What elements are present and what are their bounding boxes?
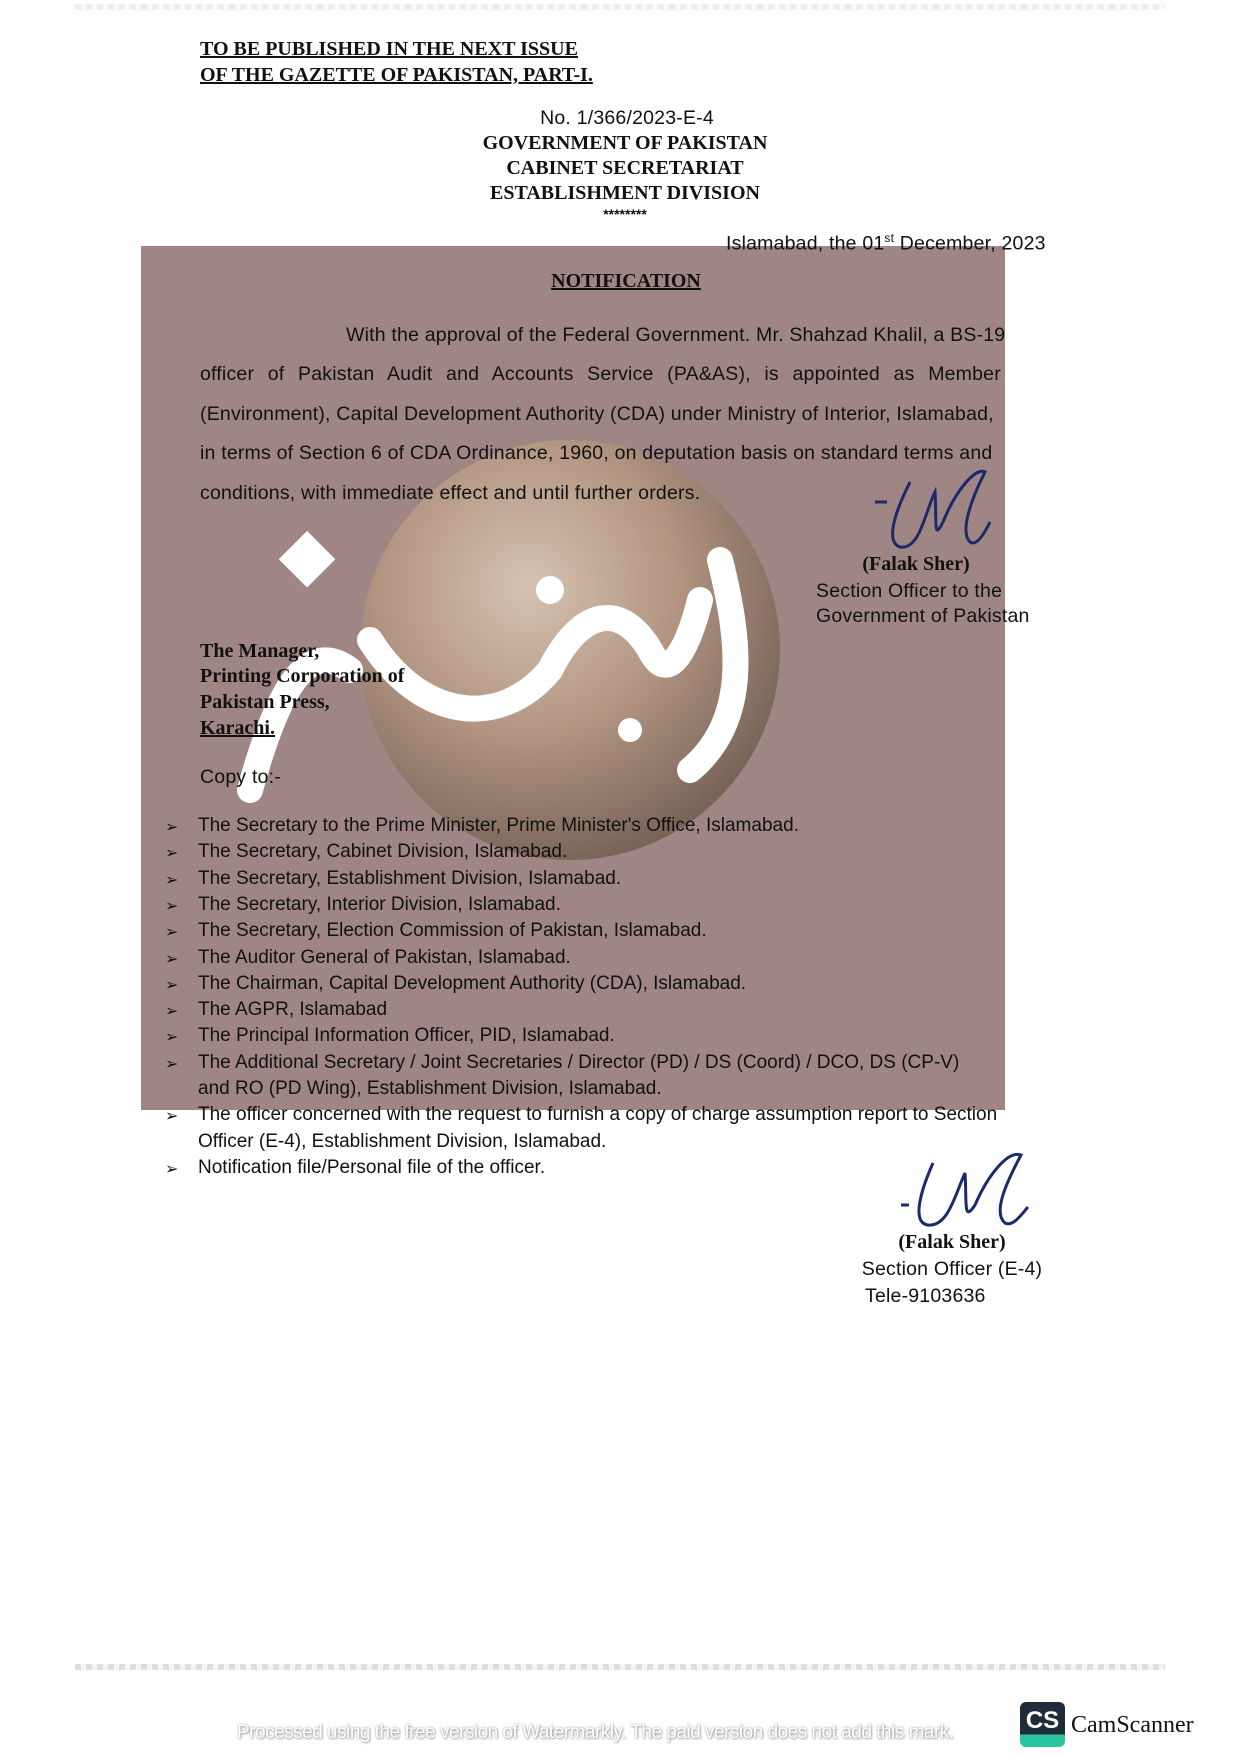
addressee-line-3: Pakistan Press, bbox=[200, 691, 330, 713]
arrow-bullet-icon: ➢ bbox=[165, 1029, 179, 1047]
arrow-bullet-icon: ➢ bbox=[165, 1003, 179, 1021]
notification-title: NOTIFICATION bbox=[551, 270, 701, 292]
signatory2-tele: Tele-9103636 bbox=[865, 1285, 986, 1307]
date-line bbox=[726, 231, 1046, 256]
addressee-line-2: Printing Corporation of bbox=[200, 665, 405, 687]
arrow-bullet-icon: ➢ bbox=[165, 1108, 179, 1126]
addressee-line-1: The Manager, bbox=[200, 640, 320, 662]
file-number: No. 1/366/2023-E-4 bbox=[540, 107, 714, 129]
signatory2-title: Section Officer (E-4) bbox=[861, 1258, 1043, 1280]
copy-to-item: The Secretary, Cabinet Division, Islamabad. bbox=[198, 841, 568, 863]
body-line: (Environment), Capital Development Authority (CDA) under Ministry of Interior, Islamabad, bbox=[200, 403, 994, 425]
signature-1 bbox=[865, 462, 995, 552]
arrow-bullet-icon: ➢ bbox=[165, 976, 179, 994]
scan-noise-top bbox=[75, 4, 1165, 10]
copy-to-item: The Secretary, Establishment Division, Islamabad. bbox=[198, 867, 622, 889]
copy-to-item: and RO (PD Wing), Establishment Division, Islamabad. bbox=[198, 1078, 662, 1099]
copy-to-item: The Secretary, Election Commission of Pakistan, Islamabad. bbox=[198, 920, 707, 942]
camscanner-logo-icon: CS bbox=[1020, 1702, 1065, 1747]
org-cabinet: CABINET SECRETARIAT bbox=[506, 157, 744, 179]
copy-to-label: Copy to:- bbox=[200, 766, 281, 788]
copy-to-item: Officer (E-4), Establishment Division, Islamabad. bbox=[198, 1130, 607, 1152]
camscanner-name: CamScanner bbox=[1071, 1712, 1194, 1738]
signatory1-name: (Falak Sher) bbox=[862, 553, 970, 575]
date-prefix: Islamabad, the 01 bbox=[726, 232, 885, 255]
copy-to-item: The Additional Secretary / Joint Secretaries / Director (PD) / DS (Coord) / DCO, DS (CP-V) bbox=[198, 1051, 960, 1073]
arrow-bullet-icon: ➢ bbox=[165, 819, 179, 836]
copy-to-item: The Secretary to the Prime Minister, Prime Minister's Office, Islamabad. bbox=[198, 815, 799, 836]
org-government: GOVERNMENT OF PAKISTAN bbox=[482, 132, 768, 154]
watermarkly-notice: Processed using the free version of Watermarkly. The paid version does not add this mark. bbox=[237, 1722, 954, 1743]
org-establishment: ESTABLISHMENT DIVISION bbox=[490, 182, 760, 204]
stars-divider: ******** bbox=[603, 206, 647, 222]
signatory1-title-2: Government of Pakistan bbox=[816, 605, 1030, 627]
copy-to-item: The AGPR, Islamabad bbox=[198, 999, 388, 1021]
copy-to-item: The Auditor General of Pakistan, Islamabad. bbox=[198, 946, 571, 968]
body-line: With the approval of the Federal Government. Mr. Shahzad Khalil, a BS-19 bbox=[346, 324, 1006, 346]
copy-to-item: The Secretary, Interior Division, Islamabad. bbox=[198, 893, 561, 915]
scan-noise-bottom bbox=[75, 1664, 1165, 1670]
signature-2 bbox=[893, 1145, 1033, 1229]
copy-to-item: Notification file/Personal file of the officer. bbox=[198, 1156, 546, 1178]
arrow-bullet-icon: ➢ bbox=[165, 950, 179, 968]
body-line: officer of Pakistan Audit and Accounts Service (PA&AS), is appointed as Member bbox=[200, 363, 1001, 385]
arrow-bullet-icon: ➢ bbox=[165, 897, 179, 915]
body-line: in terms of Section 6 of CDA Ordinance, 1960, on deputation basis on standard terms and bbox=[200, 442, 993, 464]
arrow-bullet-icon: ➢ bbox=[165, 845, 179, 863]
signatory2-name: (Falak Sher) bbox=[898, 1231, 1006, 1253]
copy-to-item: The officer concerned with the request to furnish a copy of charge assumption report to Section bbox=[198, 1104, 998, 1126]
date-suffix: December, 2023 bbox=[894, 232, 1046, 255]
copy-to-item: The Chairman, Capital Development Authority (CDA), Islamabad. bbox=[198, 972, 747, 994]
gazette-line-2: OF THE GAZETTE OF PAKISTAN, PART-I. bbox=[200, 64, 593, 86]
signatory1-title-1: Section Officer to the bbox=[816, 580, 1003, 602]
arrow-bullet-icon: ➢ bbox=[165, 924, 179, 942]
date-sup: st bbox=[884, 231, 895, 245]
arrow-bullet-icon: ➢ bbox=[165, 871, 179, 889]
arrow-bullet-icon: ➢ bbox=[165, 1160, 179, 1178]
body-line: conditions, with immediate effect and until further orders. bbox=[200, 482, 701, 504]
gazette-line-1: TO BE PUBLISHED IN THE NEXT ISSUE bbox=[200, 38, 578, 60]
arrow-bullet-icon: ➢ bbox=[165, 1055, 179, 1073]
copy-to-item: The Principal Information Officer, PID, Islamabad. bbox=[198, 1025, 615, 1047]
addressee-line-4: Karachi. bbox=[200, 717, 275, 739]
